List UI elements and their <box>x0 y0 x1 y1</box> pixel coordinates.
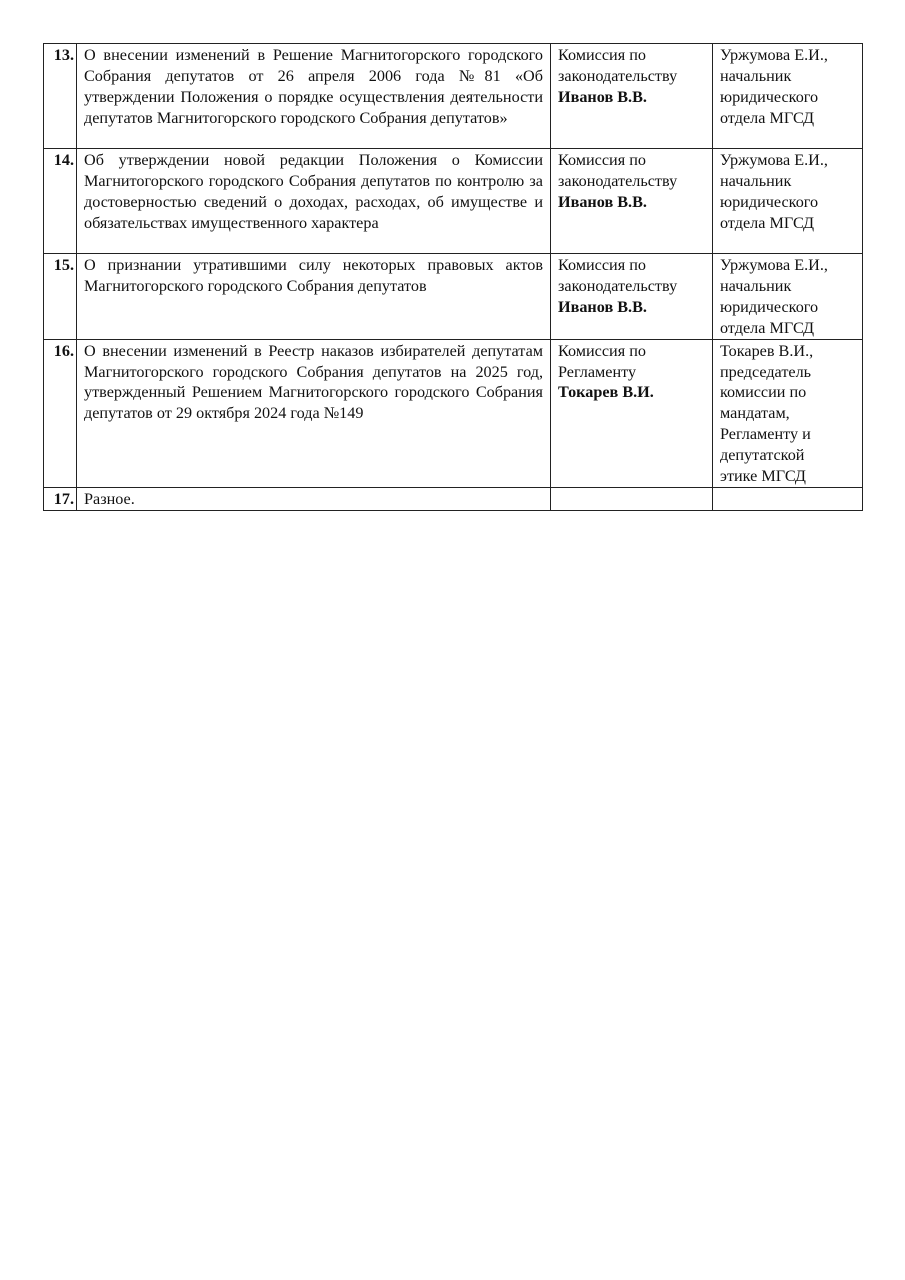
commission-head: Иванов В.В. <box>558 297 647 316</box>
commission-cell <box>551 487 713 510</box>
item-number: 16. <box>44 339 77 487</box>
item-title: О внесении изменений в Реестр наказов избирателей депутатам Магнитогорского городского Собрания депутатов на 2025 год, утвержденный Решением Магнитогорского городского Собрания депутатов от 29 октября 2024 года №149 <box>77 339 551 487</box>
table-row <box>44 487 863 510</box>
commission-cell <box>551 44 713 149</box>
responsible-line: этике МГСД <box>720 467 806 486</box>
responsible-cell <box>713 339 863 487</box>
commission-cell <box>551 254 713 340</box>
table-row <box>44 44 863 149</box>
commission-cell <box>551 339 713 487</box>
responsible-line: юридического <box>720 297 819 316</box>
responsible-line: депутатской <box>720 446 805 465</box>
item-title: О внесении изменений в Решение Магнитогорского городского Собрания депутатов от 26 апреля 2006 года №81 «Об утверждении Положения о порядке осуществления деятельности депутатов Магнитогорского городского Собрания депутатов» <box>77 44 551 149</box>
table-row <box>44 254 863 340</box>
item-title: Разное. <box>77 487 551 510</box>
responsible-line: Уржумова Е.И., <box>720 46 828 64</box>
responsible-cell <box>713 149 863 254</box>
responsible-line: юридического <box>720 87 819 106</box>
responsible-line: мандатам, <box>720 404 790 423</box>
commission-name-line1: Комиссия по <box>558 341 646 360</box>
responsible-line: Токарев В.И., <box>720 341 814 360</box>
commission-head: Токарев В.И. <box>558 383 654 402</box>
responsible-line: юридического <box>720 192 819 211</box>
responsible-line: отдела МГСД <box>720 213 815 232</box>
commission-name-line1: Комиссия по <box>558 256 646 274</box>
responsible-line: отдела МГСД <box>720 108 815 127</box>
commission-head: Иванов В.В. <box>558 192 647 211</box>
responsible-line: начальник <box>720 66 792 85</box>
responsible-cell <box>713 254 863 340</box>
commission-name-line2: законодательству <box>558 276 678 295</box>
commission-name-line1: Комиссия по <box>558 151 646 169</box>
commission-name-line1: Комиссия по <box>558 46 646 64</box>
commission-cell <box>551 149 713 254</box>
responsible-line: комиссии по <box>720 383 807 402</box>
table-row <box>44 149 863 254</box>
item-number: 13. <box>44 44 77 149</box>
commission-head: Иванов В.В. <box>558 87 647 106</box>
commission-name-line2: законодательству <box>558 66 678 85</box>
item-number: 14. <box>44 149 77 254</box>
responsible-cell <box>713 44 863 149</box>
responsible-line: председатель <box>720 362 812 381</box>
table-row <box>44 339 863 487</box>
commission-name-line2: Регламенту <box>558 362 637 381</box>
responsible-line: начальник <box>720 171 792 190</box>
responsible-line: Уржумова Е.И., <box>720 151 828 169</box>
responsible-line: начальник <box>720 276 792 295</box>
agenda-table <box>43 43 863 511</box>
commission-name-line2: законодательству <box>558 171 678 190</box>
responsible-line: Регламенту и <box>720 425 811 444</box>
item-title: О признании утратившими силу некоторых правовых актов Магнитогорского городского Собрания депутатов <box>77 254 551 340</box>
responsible-line: Уржумова Е.И., <box>720 256 828 274</box>
item-title: Об утверждении новой редакции Положения о Комиссии Магнитогорского городского Собрания депутатов по контролю за достоверностью сведений о доходах, расходах, об имуществе и обязательствах имущественного характера <box>77 149 551 254</box>
responsible-line: отдела МГСД <box>720 318 815 337</box>
item-number: 17. <box>44 487 77 510</box>
item-number: 15. <box>44 254 77 340</box>
responsible-cell <box>713 487 863 510</box>
